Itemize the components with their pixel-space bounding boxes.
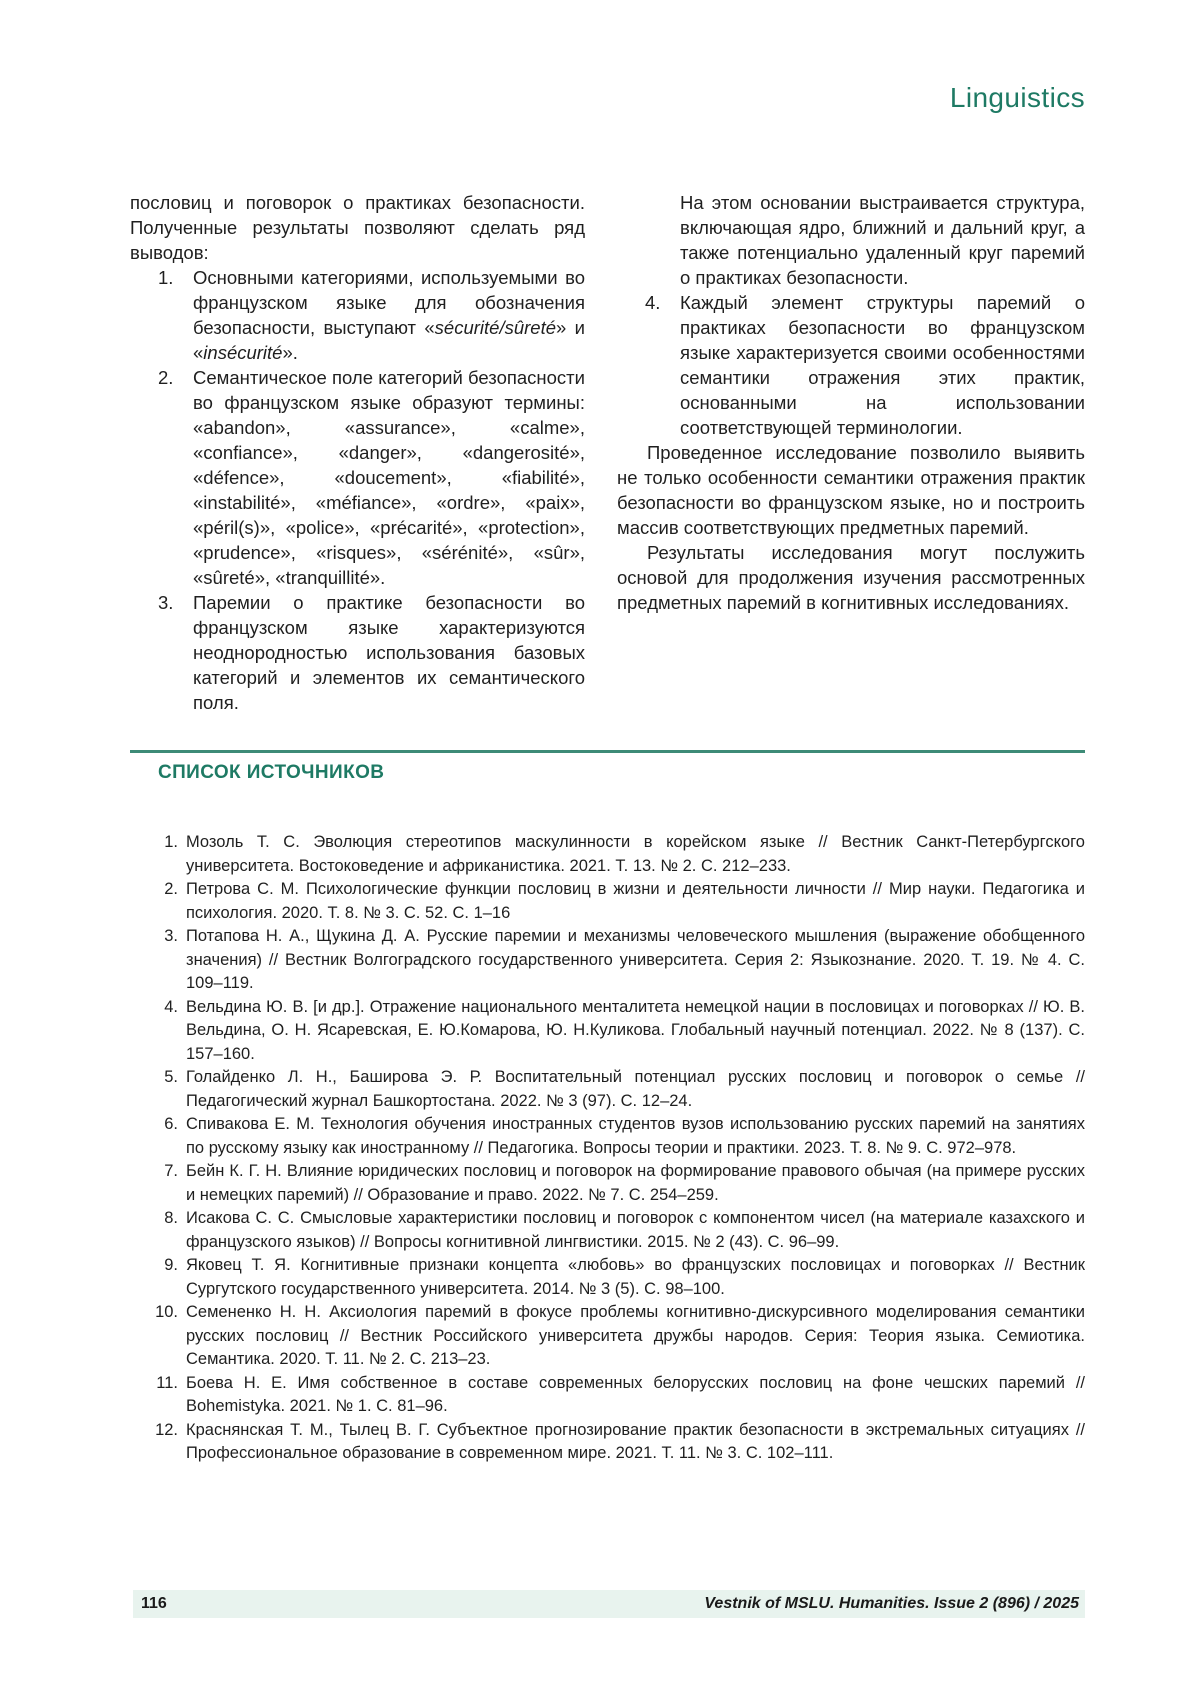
reference-item: [130, 1160, 1085, 1207]
reference-number: 5.: [164, 1068, 178, 1086]
list-item-text: Семантическое поле категорий безопасности во французском языке образуют термины: «abandon», «assurance», «calme», «confiance», «danger», «dangerosité», «défence», «doucement», «fiabilité», «instabilité», «méfiance», «ordre», «paix», «péril(s)», «police», «précarité», «protection», «prudence», «risques», «sérénité», «sûr», «sûreté», «tranquillité».: [193, 367, 585, 588]
item1-text-part: ».: [282, 342, 298, 363]
conclusion-item-3: [130, 590, 585, 715]
list-item-text: [193, 265, 585, 365]
body-columns: [130, 190, 1085, 715]
reference-item: [130, 1207, 1085, 1254]
reference-number: 11.: [156, 1373, 178, 1392]
list-number: 2.: [158, 367, 174, 388]
french-term: sécurité/sûreté: [434, 317, 557, 338]
reference-number: 6.: [164, 1115, 178, 1133]
running-head-section: Linguistics: [949, 82, 1085, 113]
reference-item: [130, 1419, 1085, 1466]
conclusion-item-1: [130, 265, 585, 365]
list-item-text: Каждый элемент структуры паремий о практиках безопасности во французском языке характеризуется своими особенностями семантики отражения этих практик, основанными на использовании соответствующей терминологии.: [680, 292, 1085, 438]
reference-item: [130, 1301, 1085, 1372]
body-column-right: [617, 190, 1085, 715]
french-term: insécurité: [203, 342, 283, 363]
reference-text: Петрова С. М. Психологические функции пословиц в жизни и деятельности личности // Мир науки. Педагогика и психология. 2020. Т. 8. № 3. С. 52. С. 1–16: [186, 880, 1085, 922]
reference-number: 12.: [155, 1420, 178, 1439]
reference-number: 2.: [164, 880, 178, 898]
conclusion-item-2: [130, 365, 585, 590]
reference-item: [130, 1113, 1085, 1160]
reference-list: [130, 831, 1085, 1466]
reference-text: Вельдина Ю. В. [и др.]. Отражение национального менталитета немецкой нации в пословицах и поговорках // Ю. В. Вельдина, О. Н. Ясаревская, Е. Ю.Комарова, Ю. Н.Куликова. Глобальный научный потенциал. 2022. № 8 (137). С. 157–160.: [186, 997, 1085, 1063]
reference-number: 9.: [164, 1256, 178, 1274]
reference-number: 8.: [164, 1209, 178, 1227]
list-number: 4.: [645, 292, 661, 313]
reference-text: Бейн К. Г. Н. Влияние юридических пословиц и поговорок на формирование правового обычая (на примере русских и немецких паремий) // Образование и право. 2022. № 7. С. 254–259.: [186, 1162, 1085, 1204]
reference-text: Голайденко Л. Н., Баширова Э. Р. Воспитательный потенциал русских пословиц и поговорок о семье // Педагогический журнал Башкортостана. 2022. № 3 (97). С. 12–24.: [186, 1068, 1085, 1110]
reference-item: [130, 831, 1085, 878]
results-paragraph-2: Результаты исследования могут послужить основой для продолжения изучения рассмотренных предметных паремий в когнитивных исследованиях.: [617, 542, 1085, 613]
reference-number: 1.: [164, 833, 178, 851]
item1-text-part: Основными категориями, используемыми во французском языке для обозначения безопасности, выступают «: [193, 267, 585, 338]
conclusion-item-3-continuation: На этом основании выстраивается структура, включающая ядро, ближний и дальний круг, а также потенциально удаленный круг паремий о практиках безопасности.: [680, 192, 1085, 288]
reference-number: 4.: [164, 997, 178, 1016]
reference-item: [130, 878, 1085, 925]
intro-paragraph: пословиц и поговорок о практиках безопасности. Полученные результаты позволяют сделать ряд выводов:: [130, 192, 585, 263]
reference-text: Яковец Т. Я. Когнитивные признаки концепта «любовь» во французских пословицах и поговорках // Вестник Сургутского государственного университета. 2014. № 3 (5). С. 98–100.: [186, 1256, 1085, 1298]
reference-item: [130, 1066, 1085, 1113]
body-column-left: [130, 190, 585, 715]
reference-text: Мозоль Т. С. Эволюция стереотипов маскулинности в корейском языке // Вестник Санкт-Петербургского университета. Востоковедение и африканистика. 2021. Т. 13. № 2. С. 212–233.: [186, 833, 1085, 875]
page-number: 116: [141, 1595, 167, 1612]
conclusion-item-4: [617, 290, 1085, 440]
results-paragraph-1: Проведенное исследование позволило выявить не только особенности семантики отражения практик безопасности во французском языке, но и построить массив соответствующих предметных паремий.: [617, 442, 1085, 538]
section-divider-rule: [130, 750, 1085, 753]
reference-number: 10.: [155, 1303, 178, 1321]
reference-text: Исакова С. С. Смысловые характеристики пословиц и поговорок с компонентом чисел (на материале казахского и французского языков) // Вопросы когнитивной лингвистики. 2015. № 2 (43). С. 96–99.: [186, 1209, 1085, 1251]
sources-heading: СПИСОК ИСТОЧНИКОВ: [158, 762, 385, 783]
reference-text: Семененко Н. Н. Аксиология паремий в фокусе проблемы когнитивно-дискурсивного моделирования семантики русских пословиц // Вестник Российского университета дружбы народов. Серия: Теория языка. Семиотика. Семантика. 2020. Т. 11. № 2. С. 213–23.: [186, 1303, 1085, 1368]
reference-number: 7.: [164, 1162, 178, 1180]
reference-number: 3.: [164, 927, 178, 945]
item1-text-part: » и «: [193, 317, 586, 363]
reference-text: Спивакова Е. М. Технология обучения иностранных студентов вузов использованию русских паремий на занятиях по русскому языку как иностранному // Педагогика. Вопросы теории и практики. 2023. Т. 8. № 9. С. 972–978.: [186, 1115, 1085, 1157]
reference-item: [130, 925, 1085, 996]
reference-item: [130, 1372, 1085, 1419]
list-item-text: Паремии о практике безопасности во французском языке характеризуются неоднородностью использования базовых категорий и элементов их семантического поля.: [193, 592, 585, 713]
reference-text: Боева Н. Е. Имя собственное в составе современных белорусских пословиц на фоне чешских паремий // Bohemistyka. 2021. № 1. С. 81–96.: [186, 1373, 1085, 1415]
journal-issue-line: Vestnik of MSLU. Humanities. Issue 2 (896) / 2025: [704, 1595, 1079, 1612]
reference-item: [130, 996, 1085, 1067]
reference-text: Краснянская Т. М., Тылец В. Г. Субъектное прогнозирование практик безопасности в экстремальных ситуациях // Профессиональное образование в современном мире. 2021. Т. 11. № 3. С. 102–111.: [186, 1420, 1085, 1462]
footer-bar: [133, 1590, 1085, 1618]
list-number: 1.: [158, 267, 174, 288]
reference-item: [130, 1254, 1085, 1301]
reference-text: Потапова Н. А., Щукина Д. А. Русские паремии и механизмы человеческого мышления (выражение обобщенного значения) // Вестник Волгоградского государственного университета. Серия 2: Языкознание. 2020. Т. 19. № 4. С. 109–119.: [186, 927, 1085, 992]
list-number: 3.: [158, 592, 174, 613]
